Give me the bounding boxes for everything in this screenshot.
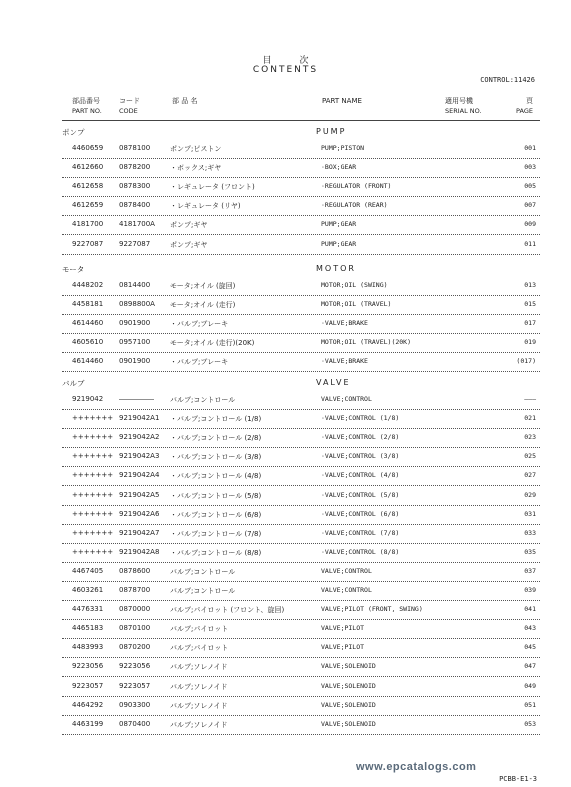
part-code: 0901900 xyxy=(119,319,151,328)
part-number: 4614460 xyxy=(72,319,104,328)
header-serial-jp: 適用号機 xyxy=(445,97,473,105)
table-row[interactable] xyxy=(62,619,540,639)
part-name-en: ·VALVE;CONTROL (3/8) xyxy=(321,452,400,461)
part-number: 4460659 xyxy=(72,144,104,152)
part-name-en: PUMP;GEAR xyxy=(321,220,357,229)
page-number: 023 xyxy=(524,433,536,442)
header-serial-en: SERIAL NO. xyxy=(445,107,482,115)
table-row[interactable] xyxy=(62,677,540,697)
part-name-jp: モータ;オイル (旋回) xyxy=(170,282,236,290)
table-row[interactable] xyxy=(62,295,540,315)
part-name-en: MOTOR;OIL (SWING) xyxy=(321,281,388,289)
part-name-jp: ・バルブ;コントロール (8/8) xyxy=(170,548,262,557)
page-number: 003 xyxy=(524,163,536,172)
part-code: 9219042A5 xyxy=(119,490,160,499)
part-name-en: ·VALVE;CONTROL (7/8) xyxy=(321,528,400,537)
page-number: 051 xyxy=(524,700,536,709)
page-number: 043 xyxy=(524,624,536,633)
part-name-en: ·BOX;GEAR xyxy=(321,163,357,172)
table-row[interactable] xyxy=(62,196,540,216)
table-row[interactable] xyxy=(62,524,540,544)
part-code: 9219042A7 xyxy=(119,528,160,537)
table-row[interactable] xyxy=(62,657,540,677)
part-number: 4612658 xyxy=(72,182,104,191)
part-number: 4458181 xyxy=(72,300,104,309)
table-row[interactable] xyxy=(62,352,540,372)
part-code: 9219042A8 xyxy=(119,547,160,556)
header-page xyxy=(516,96,533,116)
part-name-jp: バルブ;パイロット (フロント、旋回) xyxy=(170,606,285,615)
part-number: +++++++ xyxy=(72,452,114,461)
control-number: CONTROL:11426 xyxy=(480,76,535,84)
table-row[interactable] xyxy=(62,177,540,197)
part-name-jp: ポンプ;ギヤ xyxy=(170,221,208,230)
table-row[interactable] xyxy=(62,158,540,178)
part-name-en: MOTOR;OIL (TRAVEL)(20K) xyxy=(321,338,412,347)
watermark-url: www.epcatalogs.com xyxy=(356,761,477,773)
header-part-no xyxy=(72,96,102,116)
part-name-en: ·VALVE;CONTROL (6/8) xyxy=(321,509,400,518)
part-name-en: VALVE;PILOT xyxy=(321,624,365,633)
page-number: 045 xyxy=(524,643,536,652)
page-number: 033 xyxy=(524,528,536,537)
part-name-jp: ・バルブ;コントロール (4/8) xyxy=(170,472,262,481)
part-number: +++++++ xyxy=(72,414,114,423)
part-name-en: ·VALVE;BRAKE xyxy=(321,357,368,366)
page-number: 001 xyxy=(524,144,536,152)
table-row[interactable] xyxy=(62,215,540,235)
part-code: 9219042A4 xyxy=(119,471,160,480)
part-name-jp: ・ボックス;ギヤ xyxy=(170,164,222,173)
part-name-en: ·VALVE;CONTROL (4/8) xyxy=(321,471,400,480)
part-code: 0957100 xyxy=(119,338,151,347)
part-name-jp: ・バルブ;ブレーキ xyxy=(170,320,229,329)
part-name-en: ·VALVE;BRAKE xyxy=(321,319,368,328)
header-part-no-jp: 部品番号 xyxy=(72,97,100,105)
part-name-jp: バルブ;ソレノイド xyxy=(170,701,228,710)
part-name-en: VALVE;CONTROL xyxy=(321,586,372,594)
page-code: PCBB-E1-3 xyxy=(499,775,537,783)
section-header xyxy=(62,127,540,139)
part-number: 9219042 xyxy=(72,395,104,403)
part-number: 4612659 xyxy=(72,201,104,210)
section-title-jp: ポンプ xyxy=(62,128,85,137)
part-code: 0903300 xyxy=(119,700,151,709)
part-number: 9223057 xyxy=(72,681,104,690)
part-name-jp: ・バルブ;コントロール (7/8) xyxy=(170,529,262,538)
header-rule xyxy=(62,120,540,121)
part-code: 0870400 xyxy=(119,719,151,728)
part-code: 0870100 xyxy=(119,624,151,633)
header-part-no-en: PART NO. xyxy=(72,107,102,115)
page-number: 011 xyxy=(524,239,536,248)
header-code-jp: コード xyxy=(119,97,140,105)
part-name-jp: ・バルブ;コントロール (2/8) xyxy=(170,434,262,443)
part-number: +++++++ xyxy=(72,547,114,556)
part-name-jp: ・バルブ;コントロール (5/8) xyxy=(170,491,262,500)
part-number: 4464292 xyxy=(72,700,104,709)
part-code: 0814400 xyxy=(119,281,151,289)
page-number: 031 xyxy=(524,509,536,518)
part-number: 4614460 xyxy=(72,357,104,366)
part-name-en: PUMP;GEAR xyxy=(321,239,357,248)
page-number: 009 xyxy=(524,220,536,229)
part-code: 0898800A xyxy=(119,300,155,309)
page-number: 015 xyxy=(524,300,536,309)
table-row[interactable] xyxy=(62,600,540,620)
part-name-jp: バルブ;コントロール xyxy=(170,396,236,404)
part-code: 9219042A1 xyxy=(119,414,160,423)
title-english: CONTENTS xyxy=(252,65,319,75)
part-name-en: VALVE;PILOT xyxy=(321,643,365,652)
part-name-jp: ・バルブ;ブレーキ xyxy=(170,358,229,367)
part-name-jp: バルブ;パイロット xyxy=(170,644,229,653)
section-title-en: VALVE xyxy=(316,378,351,387)
header-name-en: PART NAME xyxy=(322,97,362,105)
part-number: 9227087 xyxy=(72,239,104,248)
table-row[interactable] xyxy=(62,486,540,506)
part-code: 0878200 xyxy=(119,163,151,172)
page-number: 017 xyxy=(524,319,536,328)
page-number: 037 xyxy=(524,566,536,575)
part-code: 9219042A3 xyxy=(119,452,160,461)
header-page-jp: 頁 xyxy=(525,97,533,105)
part-name-jp: バルブ;コントロール xyxy=(170,567,236,576)
table-row[interactable] xyxy=(62,715,540,735)
part-name-jp: モータ;オイル (走行)(20K) xyxy=(170,339,255,348)
part-number: 4605610 xyxy=(72,338,104,347)
page-number: (017) xyxy=(516,357,536,366)
page-number: 027 xyxy=(524,471,536,480)
part-number: 4181700 xyxy=(72,220,104,229)
part-code: 0878600 xyxy=(119,566,151,575)
part-name-en: ·VALVE;CONTROL (8/8) xyxy=(321,547,400,556)
page-number: 047 xyxy=(524,662,536,671)
part-name-jp: バルブ;パイロット xyxy=(170,625,229,634)
part-name-en: VALVE;SOLENOID xyxy=(321,719,376,728)
part-name-jp: ・レギュレータ (フロント) xyxy=(170,183,255,192)
header-page-en: PAGE xyxy=(516,107,533,115)
part-number: +++++++ xyxy=(72,471,114,480)
section-title-jp: バルブ xyxy=(62,379,85,388)
page-number: 049 xyxy=(524,681,536,690)
section-title-en: PUMP xyxy=(316,127,347,136)
page-number: 005 xyxy=(524,182,536,191)
table-row[interactable] xyxy=(62,543,540,563)
title-japanese: 目次 xyxy=(262,56,337,66)
part-name-jp: ポンプ;ギヤ xyxy=(170,240,208,249)
page-number: 041 xyxy=(524,605,536,614)
page-number: 013 xyxy=(524,281,536,289)
part-name-jp: ・レギュレータ (リヤ) xyxy=(170,202,241,211)
header-name-jp: 部 品 名 xyxy=(172,97,198,105)
part-name-jp: バルブ;ソレノイド xyxy=(170,663,228,672)
part-name-jp: バルブ;ソレノイド xyxy=(170,720,228,729)
part-code: 9223056 xyxy=(119,662,151,671)
table-row[interactable] xyxy=(62,409,540,429)
table-row[interactable] xyxy=(62,505,540,525)
part-name-jp: ・バルブ;コントロール (1/8) xyxy=(170,415,262,424)
part-number: 4476331 xyxy=(72,605,104,614)
page-number: 025 xyxy=(524,452,536,461)
page-number: 039 xyxy=(524,586,536,594)
section-header xyxy=(62,378,540,390)
part-name-jp: バルブ;ソレノイド xyxy=(170,682,228,691)
part-name-en: ·REGULATOR (REAR) xyxy=(321,201,388,210)
page-number: 053 xyxy=(524,719,536,728)
header-code xyxy=(119,96,140,116)
part-name-en: ·VALVE;CONTROL (2/8) xyxy=(321,433,400,442)
part-name-jp: バルブ;コントロール xyxy=(170,587,236,595)
part-name-jp: モータ;オイル (走行) xyxy=(170,301,236,310)
table-row[interactable] xyxy=(62,314,540,334)
part-number: 4483993 xyxy=(72,643,104,652)
section-title-en: MOTOR xyxy=(316,264,356,273)
part-name-en: VALVE;SOLENOID xyxy=(321,681,376,690)
part-number: 4448202 xyxy=(72,281,104,289)
part-name-jp: ・バルブ;コントロール (6/8) xyxy=(170,510,262,519)
page-number: 035 xyxy=(524,547,536,556)
part-code: 0878300 xyxy=(119,182,151,191)
part-name-jp: ポンプ;ピストン xyxy=(170,145,222,153)
table-row[interactable] xyxy=(62,581,540,601)
page-number: 021 xyxy=(524,414,536,423)
table-row[interactable] xyxy=(62,276,540,296)
part-name-en: ·VALVE;CONTROL (1/8) xyxy=(321,414,400,423)
part-number: +++++++ xyxy=(72,433,114,442)
part-name-en: PUMP;PISTON xyxy=(321,144,365,152)
part-name-en: VALVE;CONTROL xyxy=(321,566,372,575)
part-code: 0878700 xyxy=(119,586,151,594)
part-name-jp: ・バルブ;コントロール (3/8) xyxy=(170,453,262,462)
part-code: ――――― xyxy=(119,395,154,403)
part-name-en: VALVE;SOLENOID xyxy=(321,700,376,709)
part-number: 4463199 xyxy=(72,719,104,728)
header-code-en: CODE xyxy=(119,107,138,115)
part-number: +++++++ xyxy=(72,490,114,499)
part-code: 0878100 xyxy=(119,144,151,152)
part-number: 4467405 xyxy=(72,566,104,575)
table-row[interactable] xyxy=(62,333,540,353)
part-code: 0870200 xyxy=(119,643,151,652)
part-code: 0870000 xyxy=(119,605,151,614)
part-number: 4612660 xyxy=(72,163,104,172)
part-code: 0878400 xyxy=(119,201,151,210)
table-row[interactable] xyxy=(62,638,540,658)
part-code: 9219042A2 xyxy=(119,433,160,442)
part-name-en: VALVE;PILOT (FRONT, SWING) xyxy=(321,605,423,614)
page-number: ――― xyxy=(524,395,536,403)
part-name-en: ·VALVE;CONTROL (5/8) xyxy=(321,490,400,499)
table-row[interactable] xyxy=(62,235,540,255)
part-code: 0901900 xyxy=(119,357,151,366)
part-number: +++++++ xyxy=(72,528,114,537)
section-header xyxy=(62,264,540,276)
part-name-en: ·REGULATOR (FRONT) xyxy=(321,182,392,191)
part-number: 9223056 xyxy=(72,662,104,671)
part-code: 4181700A xyxy=(119,220,155,229)
table-row[interactable] xyxy=(62,390,540,410)
part-number: 4465183 xyxy=(72,624,104,633)
table-row[interactable] xyxy=(62,139,540,159)
section-title-jp: モータ xyxy=(62,265,85,274)
page-number: 029 xyxy=(524,490,536,499)
part-code: 9227087 xyxy=(119,239,151,248)
page-number: 007 xyxy=(524,201,536,210)
part-code: 9219042A6 xyxy=(119,509,160,518)
table-row[interactable] xyxy=(62,447,540,467)
part-number: +++++++ xyxy=(72,509,114,518)
part-name-en: MOTOR;OIL (TRAVEL) xyxy=(321,300,392,309)
part-number: 4603261 xyxy=(72,586,104,594)
table-row[interactable] xyxy=(62,466,540,486)
part-name-en: VALVE;SOLENOID xyxy=(321,662,376,671)
part-code: 9223057 xyxy=(119,681,151,690)
table-row[interactable] xyxy=(62,562,540,582)
part-name-en: VALVE;CONTROL xyxy=(321,395,372,403)
table-row[interactable] xyxy=(62,428,540,448)
table-row[interactable] xyxy=(62,696,540,716)
page-number: 019 xyxy=(524,338,536,347)
header-serial xyxy=(445,96,482,116)
